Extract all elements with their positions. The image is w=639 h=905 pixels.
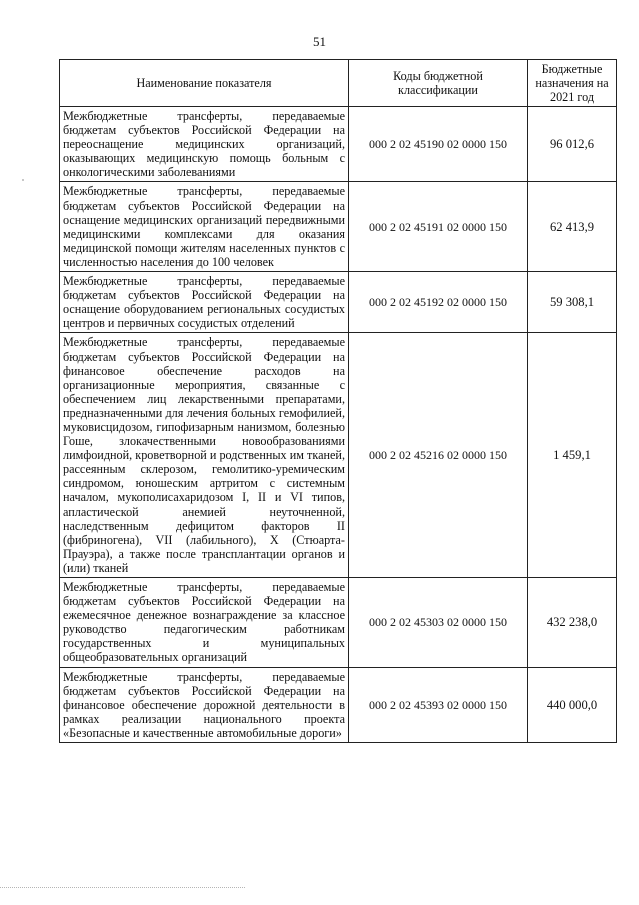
row-amount: 62 413,9 — [528, 182, 617, 272]
row-amount: 432 238,0 — [528, 578, 617, 668]
table-row — [60, 667, 617, 742]
row-name: Межбюджетные трансферты, передаваемые бюджетам субъектов Российской Федерации на финансовое обеспечение дорожной деятельности в рамках реализации национального проекта «Безопасные и качественные автомобильные дороги» — [60, 667, 349, 742]
footer-dotted-line — [0, 887, 245, 888]
row-name: Межбюджетные трансферты, передаваемые бюджетам субъектов Российской Федерации на оснащение медицинских организаций передвижными медицинскими комплексами для оказания медицинской помощи жителям населенных пунктов с численностью населения до 100 человек — [60, 182, 349, 272]
header-code: Коды бюджетной классификации — [349, 60, 528, 107]
scan-artifact-dot — [22, 179, 24, 181]
row-code: 000 2 02 45303 02 0000 150 — [349, 578, 528, 668]
row-code: 000 2 02 45191 02 0000 150 — [349, 182, 528, 272]
budget-table — [59, 59, 617, 743]
page-number: 51 — [313, 34, 326, 49]
table-row — [60, 272, 617, 333]
row-amount: 59 308,1 — [528, 272, 617, 333]
row-amount: 440 000,0 — [528, 667, 617, 742]
row-code: 000 2 02 45190 02 0000 150 — [349, 107, 528, 182]
header-amount: Бюджетные назначения на 2021 год — [528, 60, 617, 107]
header-name: Наименование показателя — [60, 60, 349, 107]
table-row — [60, 578, 617, 668]
row-name: Межбюджетные трансферты, передаваемые бюджетам субъектов Российской Федерации на ежемесячное денежное вознаграждение за классное руководство педагогическим работникам государственных и муниципальных общеобразовательных организаций — [60, 578, 349, 668]
table-header-row — [60, 60, 617, 107]
row-code: 000 2 02 45393 02 0000 150 — [349, 667, 528, 742]
table-row — [60, 333, 617, 578]
row-code: 000 2 02 45216 02 0000 150 — [349, 333, 528, 578]
row-amount: 1 459,1 — [528, 333, 617, 578]
row-name: Межбюджетные трансферты, передаваемые бюджетам субъектов Российской Федерации на переоснащение медицинских организаций, оказывающих медицинскую помощь больным с онкологическими заболеваниями — [60, 107, 349, 182]
table-row — [60, 107, 617, 182]
row-code: 000 2 02 45192 02 0000 150 — [349, 272, 528, 333]
table-row — [60, 182, 617, 272]
row-name: Межбюджетные трансферты, передаваемые бюджетам субъектов Российской Федерации на финансовое обеспечение расходов на организационные мероприятия, связанные с обеспечением лиц лекарственными препаратами, предназначенными для лечения больных гемофилией, муковисцидозом, гипофизарным нанизмом, болезнью Гоше, злокачественными новообразованиями лимфоидной, кроветворной и родственных им тканей, рассеянным склерозом, гемолитико-уремическим синдромом, юношеским артритом с системным началом, мукополисахаридозом I, II и VI типов, апластической анемией неуточненной, наследственным дефицитом факторов II (фибриногена), VII (лабильного), X (Стюарта-Прауэра), а также после трансплантации органов и (или) тканей — [60, 333, 349, 578]
row-amount: 96 012,6 — [528, 107, 617, 182]
row-name: Межбюджетные трансферты, передаваемые бюджетам субъектов Российской Федерации на оснащение оборудованием региональных сосудистых центров и первичных сосудистых отделений — [60, 272, 349, 333]
